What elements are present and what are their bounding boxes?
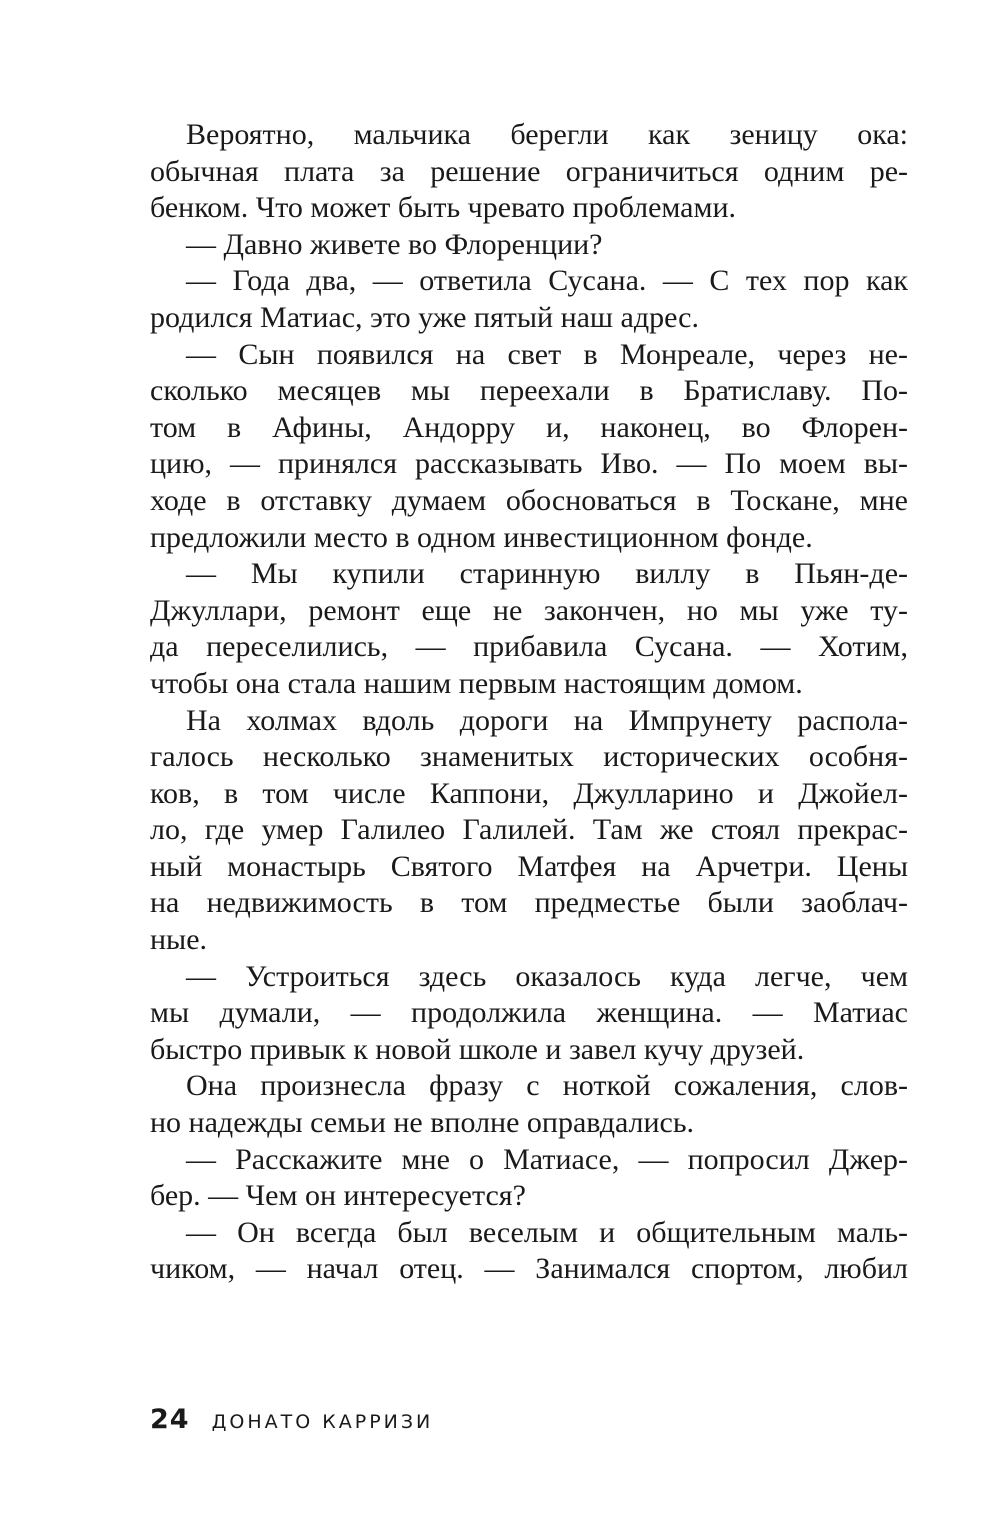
text-line: предложили место в одном инвестиционном фонде. (150, 520, 813, 554)
text-line: — Мы купили старинную виллу в Пьян-де- (186, 557, 908, 591)
text-line: Она произнесла фразу с ноткой сожаления, слов- (186, 1069, 908, 1103)
text-line: ные. (150, 923, 208, 957)
text-line: галось несколько знаменитых исторических особня- (150, 740, 908, 774)
page-number: 24 (150, 1404, 190, 1435)
text-line: быстро привык к новой школе и завел кучу друзей. (150, 1032, 805, 1066)
text-line: обычная плата за решение ограничиться одним ре- (150, 154, 908, 188)
text-line: ный монастырь Святого Матфея на Арчетри. Цены (150, 849, 908, 883)
text-line: — Давно живете во Флоренции? (186, 227, 603, 261)
text-line: Вероятно, мальчика берегли как зеницу ока: (186, 118, 908, 151)
text-line: ло, где умер Галилео Галилей. Там же стоял прекрас- (150, 813, 908, 847)
text-line: том в Афины, Андорру и, наконец, во Флорен- (150, 410, 908, 444)
text-line: — Года два, — ответила Сусана. — С тех пор как (186, 264, 908, 298)
text-line: — Он всегда был веселым и общительным маль- (186, 1215, 908, 1249)
text-line: сколько месяцев мы переехали в Братиславу. По- (150, 374, 908, 408)
text-line: да переселились, — прибавила Сусана. — Хотим, (150, 630, 908, 664)
text-line: мы думали, — продолжила женщина. — Матиас (150, 996, 908, 1030)
text-line: На холмах вдоль дороги на Импрунету распола- (186, 703, 908, 737)
text-line: цию, — принялся рассказывать Иво. — По моем вы- (150, 447, 908, 481)
text-line: чиком, — начал отец. — Занимался спортом, любил (150, 1252, 908, 1286)
page-footer (150, 1404, 433, 1444)
text-line: ков, в том числе Каппони, Джулларино и Джойел- (150, 776, 908, 810)
text-line: бенком. Что может быть чревато проблемами. (150, 191, 737, 225)
text-line: — Расскажите мне о Матиасе, — попросил Джер- (186, 1142, 908, 1176)
text-line: ходе в отставку думаем обосноваться в Тоскане, мне (150, 483, 908, 517)
text-line: чтобы она стала нашим первым настоящим домом. (150, 666, 803, 700)
text-line: бер. — Чем он интересуется? (150, 1179, 526, 1213)
text-line: — Устроиться здесь оказалось куда легче, чем (186, 959, 908, 993)
text-line: — Сын появился на свет в Монреале, через не- (186, 337, 908, 371)
text-line: на недвижимость в том предместье были заоблач- (150, 886, 908, 920)
text-line: Джуллари, ремонт еще не закончен, но мы уже ту- (150, 593, 908, 627)
running-head-author: ДОНАТО КАРРИЗИ (211, 1411, 434, 1433)
text-line: родился Матиас, это уже пятый наш адрес. (150, 300, 699, 334)
body-text (150, 117, 908, 1288)
text-line: но надежды семьи не вполне оправдались. (150, 1106, 695, 1140)
